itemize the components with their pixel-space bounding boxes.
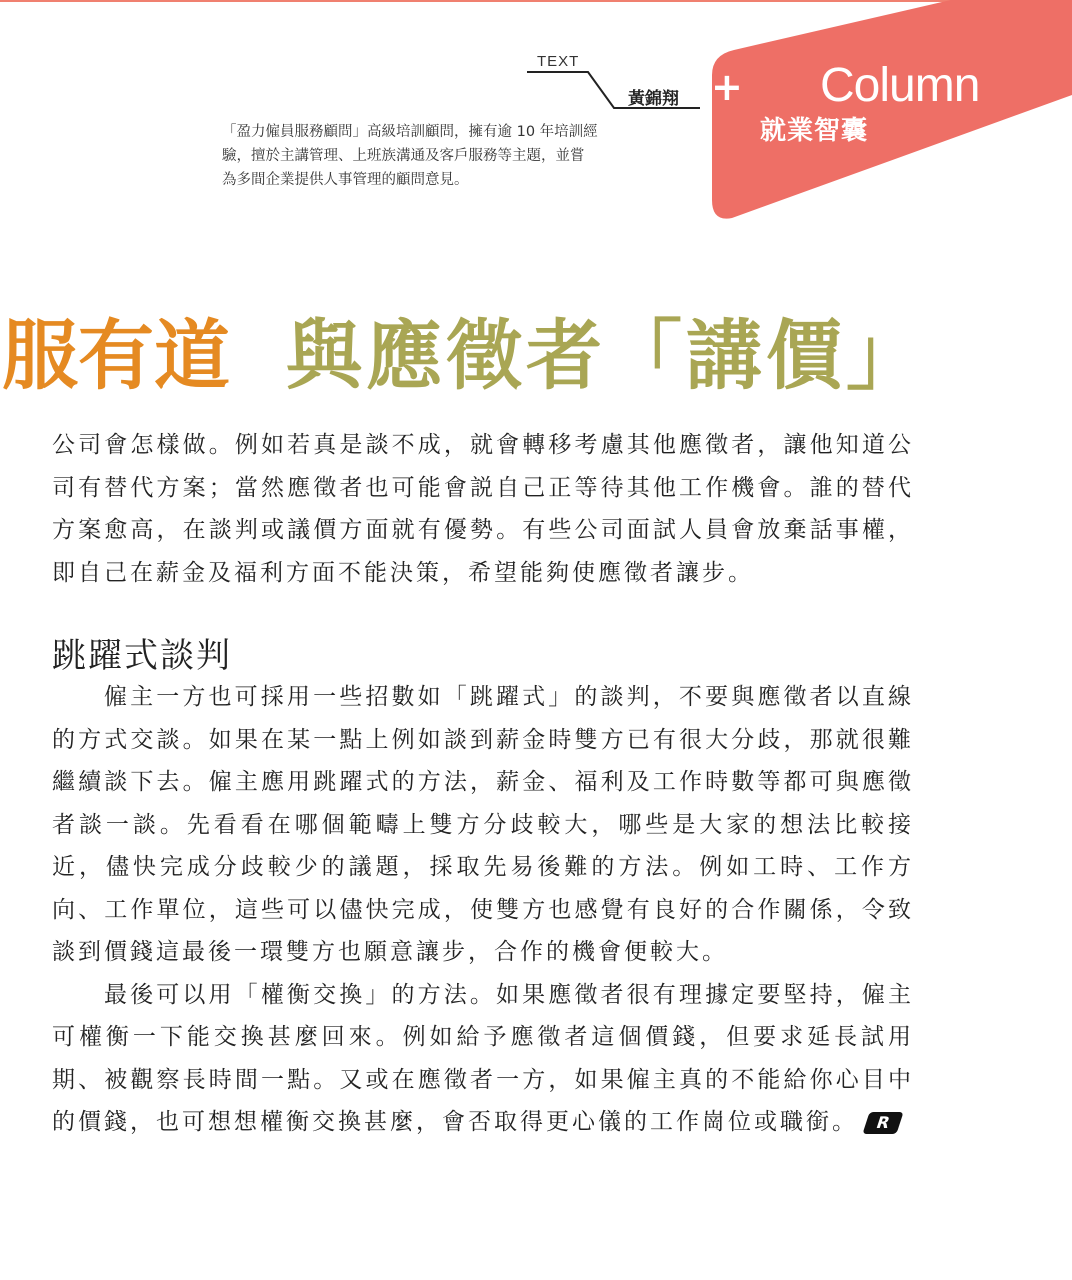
headline-part-1: 服有道 [2,311,230,400]
paragraph [52,974,914,1144]
headline-part-2: 與應徵者「講價」 [286,311,926,400]
article-section-body [52,676,914,1144]
column-badge-shape [0,0,1072,230]
column-badge-subtitle: 就業智囊 [760,116,869,146]
column-badge-title: Column [820,59,980,112]
bio-line: 為多間企業提供人事管理的顧問意見。 [222,172,469,188]
article-intro [52,424,914,594]
bio-line: 驗，擅於主講管理、上班族溝通及客戶服務等主題，並嘗 [222,148,585,164]
paragraph: 公司會怎樣做。例如若真是談不成，就會轉移考慮其他應徵者，讓他知道公司有替代方案；當然應徵者也可能會説自己正等待其他工作機會。誰的替代方案愈高，在談判或議價方面就有優勢。有些公司面試人員會放棄話事權，即自己在薪金及福利方面不能決策，希望能夠使應徵者讓步。 [52,432,914,586]
section-heading: 跳躍式談判 [52,636,232,676]
plus-icon: + [711,65,743,109]
text-credit-label: TEXT [537,53,580,70]
end-mark-logo: R [862,1112,903,1134]
paragraph-text: 最後可以用「權衡交換」的方法。如果應徵者很有理據定要堅持，僱主可權衡一下能交換甚麼回來。例如給予應徵者這個價錢，但要求延長試用期、被觀察長時間一點。又或在應徵者一方，如果僱主真的不能給你心目中的價錢，也可想想權衡交換甚麼，會否取得更心儀的工作崗位或職銜。 [52,981,914,1135]
article-headline [2,308,926,404]
bio-line: 「盈力僱員服務顧問」高級培訓顧問，擁有逾 10 年培訓經 [222,124,598,140]
author-name: 黃錦翔 [628,89,679,109]
paragraph: 僱主一方也可採用一些招數如「跳躍式」的談判，不要與應徵者以直線的方式交談。如果在某一點上例如談到薪金時雙方已有很大分歧，那就很難繼續談下去。僱主應用跳躍式的方法，薪金、福利及工作時數等都可與應徵者談一談。先看看在哪個範疇上雙方分歧較大，哪些是大家的想法比較接近，儘快完成分歧較少的議題，採取先易後難的方法。例如工時、工作方向、工作單位，這些可以儘快完成，使雙方也感覺有良好的合作關係，令致談到價錢這最後一環雙方也願意讓步，合作的機會便較大。 [52,684,914,965]
